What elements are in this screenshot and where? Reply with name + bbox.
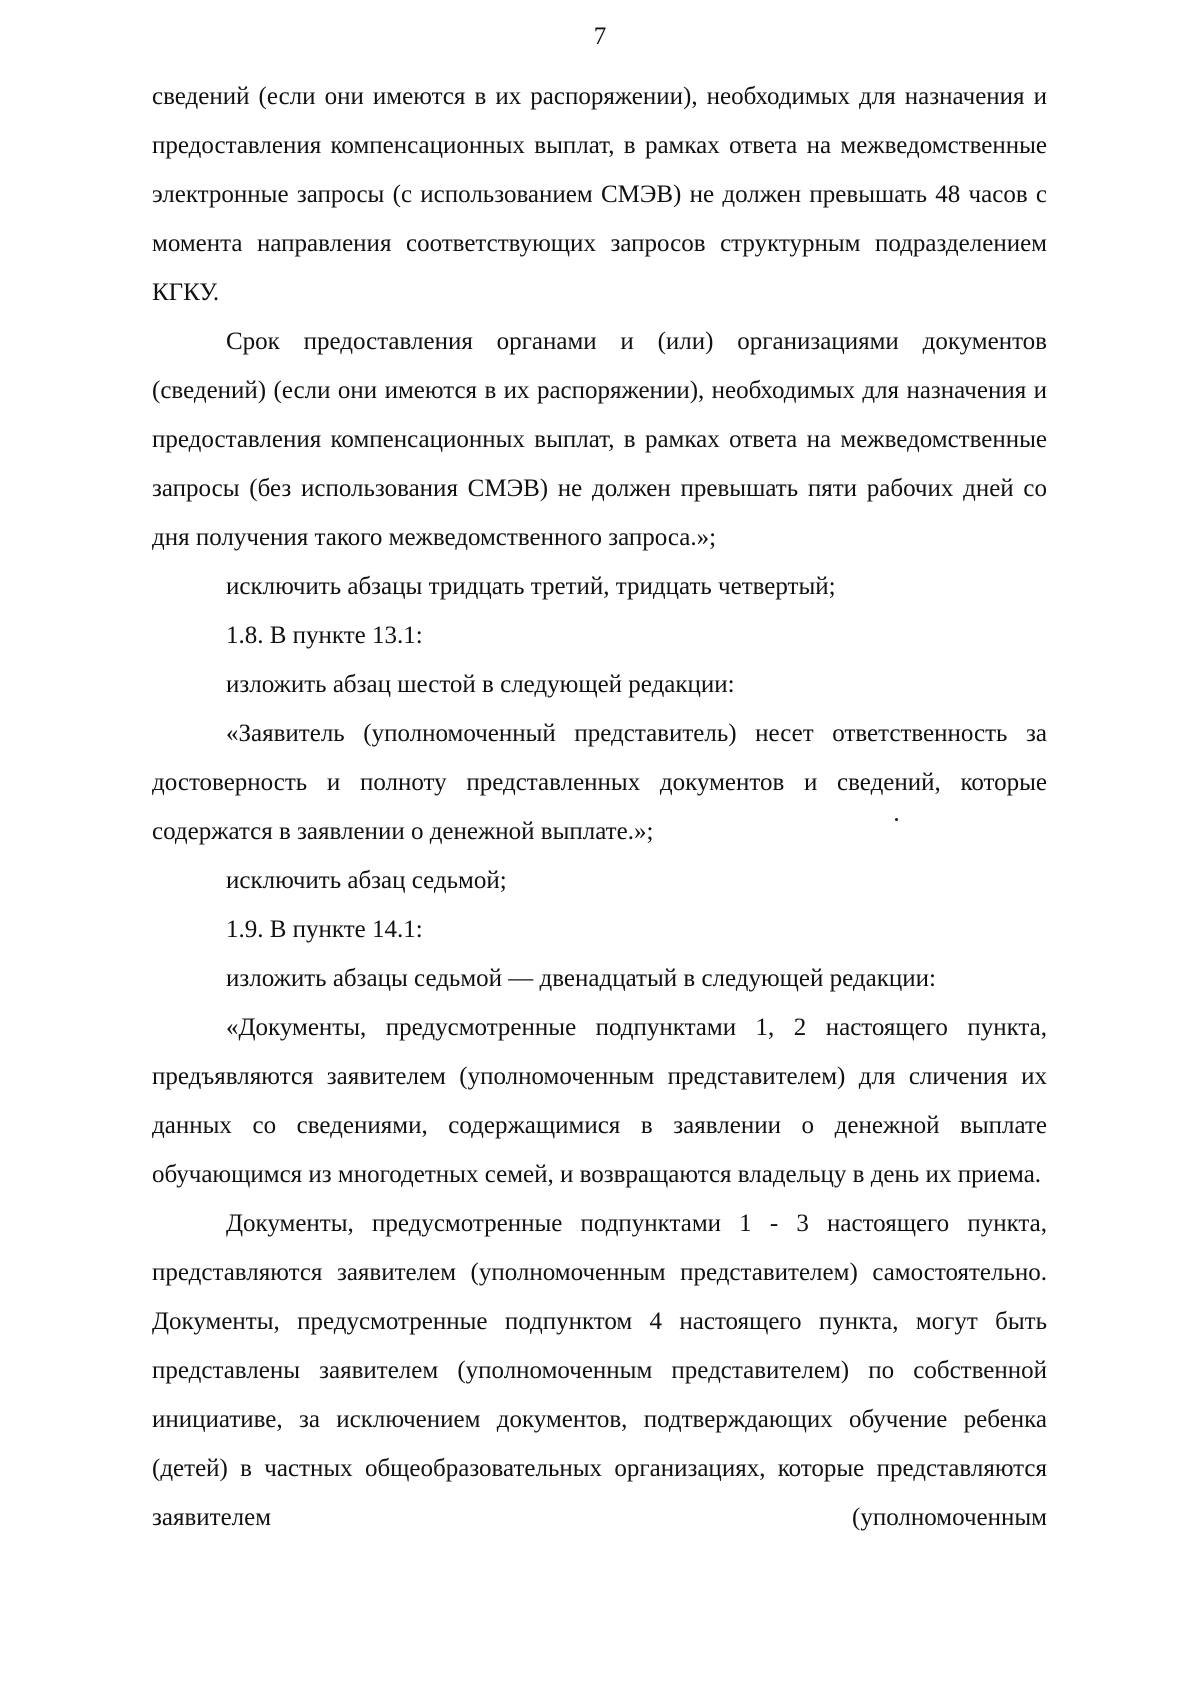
paragraph-7: исключить абзац седьмой; [226,867,507,894]
paragraph-11: Документы, предусмотренные подпунктами 1 - 3 настоящего пункта, представляются заявителем (уполномоченным представителем) самостоятельно. Документы, предусмотренные подпунктом 4 настоящего пункта, могут быть представлены заявителем (уполномоченным представителем) по собственной инициативе, за исключением документов, подтверждающих обучение ребенка (детей) в частных общеобразовательных организациях, которые представляются заявителем (уполномоченным [152,1210,1047,1531]
paragraph-5: изложить абзац шестой в следующей редакции: [226,671,735,698]
paragraph-4: 1.8. В пункте 13.1: [226,622,423,649]
document-body [152,72,1047,1542]
paragraph-3: исключить абзацы тридцать третий, тридцать четвертый; [226,573,836,600]
paragraph-9: изложить абзацы седьмой — двенадцатый в следующей редакции: [226,965,936,992]
paragraph-10: «Документы, предусмотренные подпунктами 1, 2 настоящего пункта, предъявляются заявителем (уполномоченным представителем) для сличения их данных со сведениями, содержащимися в заявлении о денежной выплате обучающимся из многодетных семей, и возвращаются владельцу в день их приема. [152,1014,1047,1188]
paragraph-1: сведений (если они имеются в их распоряжении), необходимых для назначения и предоставления компенсационных выплат, в рамках ответа на межведомственные электронные запросы (с использованием СМЭВ) не должен превышать 48 часов с момента направления соответствующих запросов структурным подразделением КГКУ. [152,83,1047,306]
paragraph-6: «Заявитель (уполномоченный представитель) несет ответственность за достоверность и полноту представленных документов и сведений, которые содержатся в заявлении о денежной выплате.»; [152,720,1047,845]
paragraph-8: 1.9. В пункте 14.1: [226,916,423,943]
scan-speck [895,818,898,821]
page-number: 7 [593,23,607,50]
paragraph-2: Срок предоставления органами и (или) организациями документов (сведений) (если они имеются в их распоряжении), необходимых для назначения и предоставления компенсационных выплат, в рамках ответа на межведомственные запросы (без использования СМЭВ) не должен превышать пяти рабочих дней со дня получения такого межведомственного запроса.»; [152,328,1047,551]
